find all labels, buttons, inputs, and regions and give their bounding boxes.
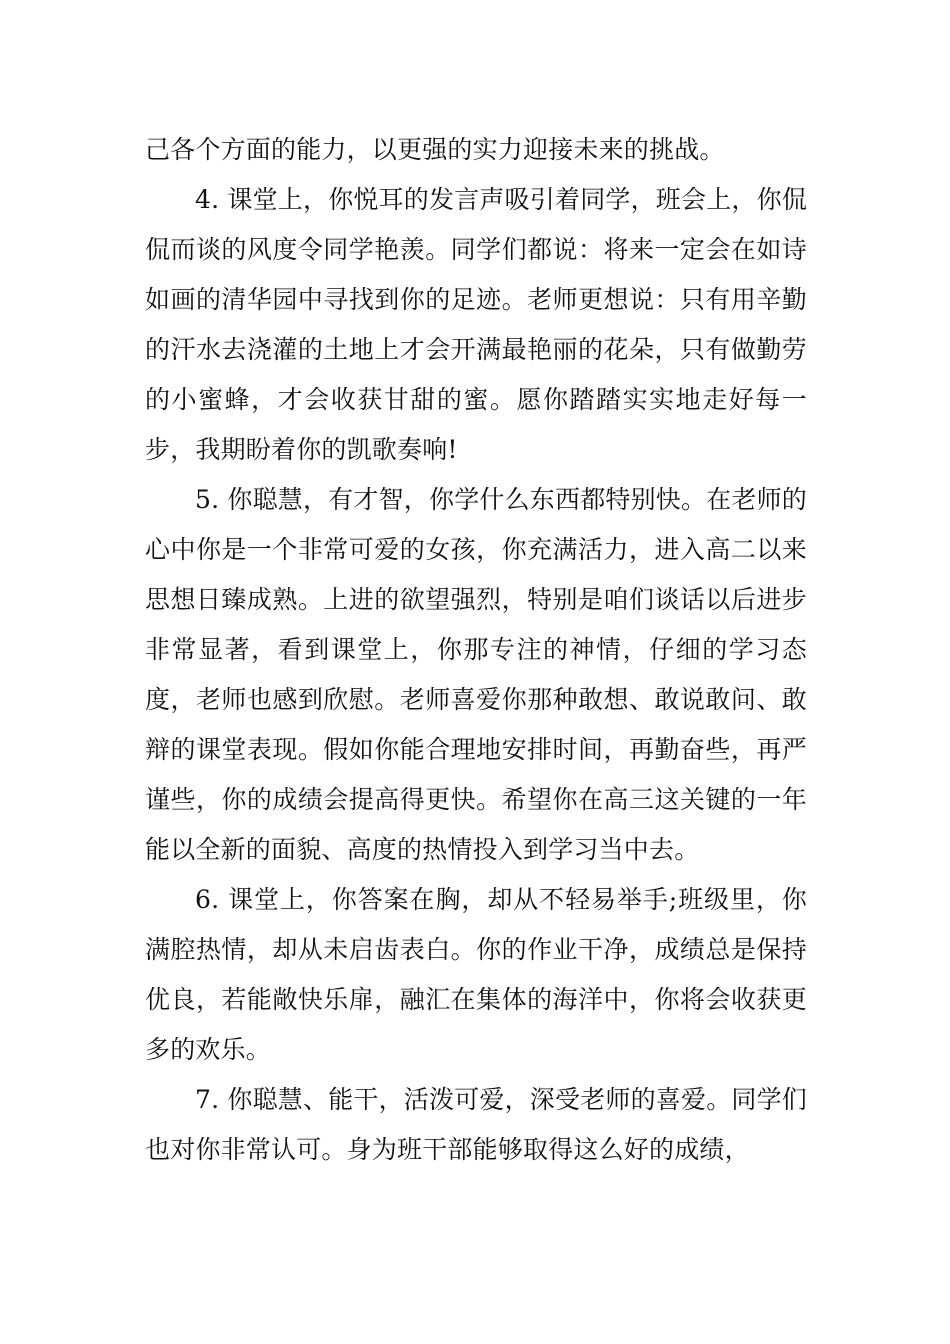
document-body: [145, 125, 807, 1175]
paragraph-item-7: 7. 你聪慧、能干，活泼可爱，深受老师的喜爱。同学们也对你非常认可。身为班干部能够取得这么好的成绩，: [145, 1085, 808, 1164]
paragraph-continuation: 己各个方面的能力，以更强的实力迎接未来的挑战。: [145, 135, 725, 164]
paragraph-item-4: 4. 课堂上，你悦耳的发言声吸引着同学，班会上，你侃侃而谈的风度令同学艳羡。同学们都说：将来一定会在如诗如画的清华园中寻找到你的足迹。老师更想说：只有用辛勤的汗水去浇灌的土地上才会开满最艳丽的花朵，只有做勤劳的小蜜蜂，才会收获甘甜的蜜。愿你踏踏实实地走好每一步，我期盼着你的凯歌奏响!: [145, 185, 808, 464]
paragraph-item-6: 6. 课堂上，你答案在胸，却从不轻易举手;班级里，你满腔热情，却从未启齿表白。你的作业干净，成绩总是保持优良，若能敞快乐扉，融汇在集体的海洋中，你将会收获更多的欢乐。: [145, 885, 807, 1064]
paragraph-item-5: 5. 你聪慧，有才智，你学什么东西都特别快。在老师的心中你是一个非常可爱的女孩，你充满活力，进入高二以来思想日臻成熟。上进的欲望强烈，特别是咱们谈话以后进步非常显著，看到课堂上，你那专注的神情，仔细的学习态度，老师也感到欣慰。老师喜爱你那种敢想、敢说敢问、敢辩的课堂表现。假如你能合理地安排时间，再勤奋些，再严谨些，你的成绩会提高得更快。希望你在高三这关键的一年能以全新的面貌、高度的热情投入到学习当中去。: [145, 485, 808, 864]
